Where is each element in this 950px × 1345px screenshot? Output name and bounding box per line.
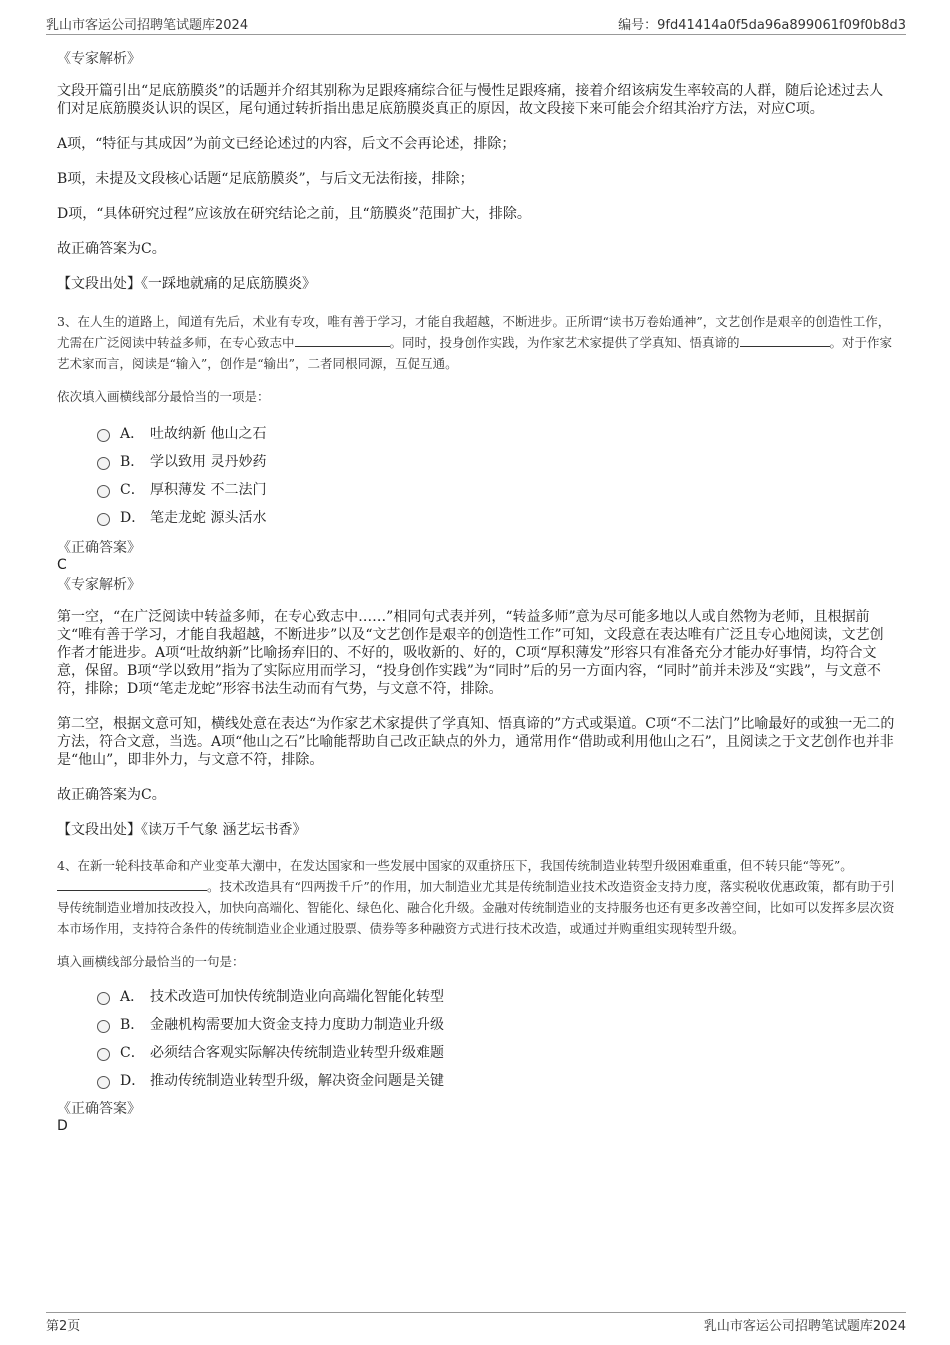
option-a[interactable]: A． 吐故纳新 他山之石 (97, 419, 897, 447)
expert-analysis-label: 《专家解析》 (57, 51, 141, 67)
option-d[interactable]: D． 笔走龙蛇 源头活水 (97, 503, 897, 531)
radio-icon[interactable] (97, 1076, 110, 1089)
footer-title: 乳山市客运公司招聘笔试题库2024 (703, 1319, 906, 1334)
analysis-paragraph: 文段开篇引出“足底筋膜炎”的话题并介绍其别称为足跟疼痛综合征与慢性足跟疼痛，接着介绍该病发生率较高的人群，随后论述过去人们对足底筋膜炎认识的误区，尾句通过转折指出患足底筋膜炎真正的原因，故文段接下来可能会介绍其治疗方法，对应C项。 (57, 83, 884, 117)
source-citation: 【文段出处】《一踩地就痛的足底筋膜炎》 (57, 276, 316, 292)
correct-answer: C (57, 557, 67, 573)
radio-icon[interactable] (97, 485, 110, 498)
fill-blank (57, 878, 207, 891)
header-title: 乳山市客运公司招聘笔试题库2024 (46, 18, 249, 33)
radio-icon[interactable] (97, 1048, 110, 1061)
header-code-value: 9fd41414a0f5da96a899061f09f0b8d3 (657, 18, 906, 33)
radio-icon[interactable] (97, 1020, 110, 1033)
question-prompt: 填入画横线部分最恰当的一句是： (57, 954, 245, 969)
option-c[interactable]: C． 必须结合客观实际解决传统制造业转型升级难题 (97, 1038, 897, 1066)
analysis-option-a: A项，“特征与其成因”为前文已经论述过的内容，后文不会再论述，排除； (57, 136, 516, 152)
expert-analysis-label: 《专家解析》 (57, 577, 141, 593)
document-body (57, 44, 897, 1134)
correct-answer-label: 《正确答案》 (57, 1101, 141, 1117)
page-header (46, 14, 906, 35)
header-code-label: 编号： (618, 18, 658, 33)
analysis-paragraph: 第二空，根据文意可知，横线处意在表达“为作家艺术家提供了学真知、悟真谛的”方式或渠道。C项“不二法门”比喻最好的或独一无二的方法，符合文意，当选。A项“他山之石”比喻能帮助自己改正缺点的外力，通常用作“借助或利用他山之石”，且阅读之于文艺创作也并非是“他山”，即非外力，与文意不符，排除。 (57, 716, 895, 768)
fill-blank (740, 334, 830, 347)
option-d[interactable]: D． 推动传统制造业转型升级，解决资金问题是关键 (97, 1066, 897, 1094)
header-code (618, 14, 906, 33)
page-number: 第2页 (46, 1319, 81, 1334)
option-list (97, 982, 897, 1094)
radio-icon[interactable] (97, 513, 110, 526)
correct-answer: D (57, 1118, 68, 1134)
radio-icon[interactable] (97, 992, 110, 1005)
option-c[interactable]: C． 厚积薄发 不二法门 (97, 475, 897, 503)
radio-icon[interactable] (97, 457, 110, 470)
question-stem: 3、在人生的道路上，闻道有先后，术业有专攻，唯有善于学习，才能自我超越，不断进步。正所谓“读书万卷始通神”，文艺创作是艰辛的创造性工作，尤需在广泛阅读中转益多师，在专心致志中 。同时，投身创作实践，为作家艺术家提供了学真知、悟真谛的 。对于作家艺术家而言，阅读是“输入”，创作是“输出”，二者同根同源，互促互通。 (57, 314, 893, 371)
option-b[interactable]: B． 金融机构需要加大资金支持力度助力制造业升级 (97, 1010, 897, 1038)
option-a[interactable]: A． 技术改造可加快传统制造业向高端化智能化转型 (97, 982, 897, 1010)
question-prompt: 依次填入画横线部分最恰当的一项是： (57, 389, 270, 404)
conclusion: 故正确答案为C。 (57, 241, 166, 257)
analysis-option-d: D项，“具体研究过程”应该放在研究结论之前，且“筋膜炎”范围扩大，排除。 (57, 206, 531, 222)
conclusion: 故正确答案为C。 (57, 787, 166, 803)
correct-answer-label: 《正确答案》 (57, 540, 141, 556)
radio-icon[interactable] (97, 429, 110, 442)
analysis-paragraph: 第一空，“在广泛阅读中转益多师，在专心致志中……”相同句式表并列，“转益多师”意为尽可能多地以人或自然物为老师，且根据前文“唯有善于学习，才能自我超越，不断进步”以及“文艺创作是艰辛的创造性工作”可知，文段意在表达唯有广泛且专心地阅读，文艺创作者才能进步。A项“吐故纳新”比喻扬弃旧的、不好的，吸收新的、好的，C项“厚积薄发”形容只有准备充分才能办好事情，均符合文意，保留。B项“学以致用”指为了实际应用而学习，“投身创作实践”为“同时”后的另一方面内容，“同时”前并未涉及“实践”，与文意不符，排除；D项“笔走龙蛇”形容书法生动而有气势，与文意不符，排除。 (57, 609, 884, 697)
fill-blank (295, 334, 390, 347)
page-footer (46, 1312, 906, 1335)
source-citation: 【文段出处】《读万千气象 涵艺坛书香》 (57, 822, 307, 838)
analysis-option-b: B项，未提及文段核心话题“足底筋膜炎”，与后文无法衔接，排除； (57, 171, 474, 187)
question-stem: 4、在新一轮科技革命和产业变革大潮中，在发达国家和一些发展中国家的双重挤压下，我国传统制造业转型升级困难重重，但不转只能“等死”。。技术改造具有“四两拨千斤”的作用，加大制造业尤其是传统制造业技术改造资金支持力度，落实税收优惠政策，都有助于引导传统制造业增加技改投入，加快向高端化、智能化、绿色化、融合化升级。金融对传统制造业的支持服务也还有更多改善空间，比如可以发挥多层次资本市场作用，支持符合条件的传统制造业企业通过股票、债券等多种融资方式进行技术改造，或通过并购重组实现转型升级。 (57, 858, 895, 936)
option-b[interactable]: B． 学以致用 灵丹妙药 (97, 447, 897, 475)
option-list (97, 419, 897, 531)
